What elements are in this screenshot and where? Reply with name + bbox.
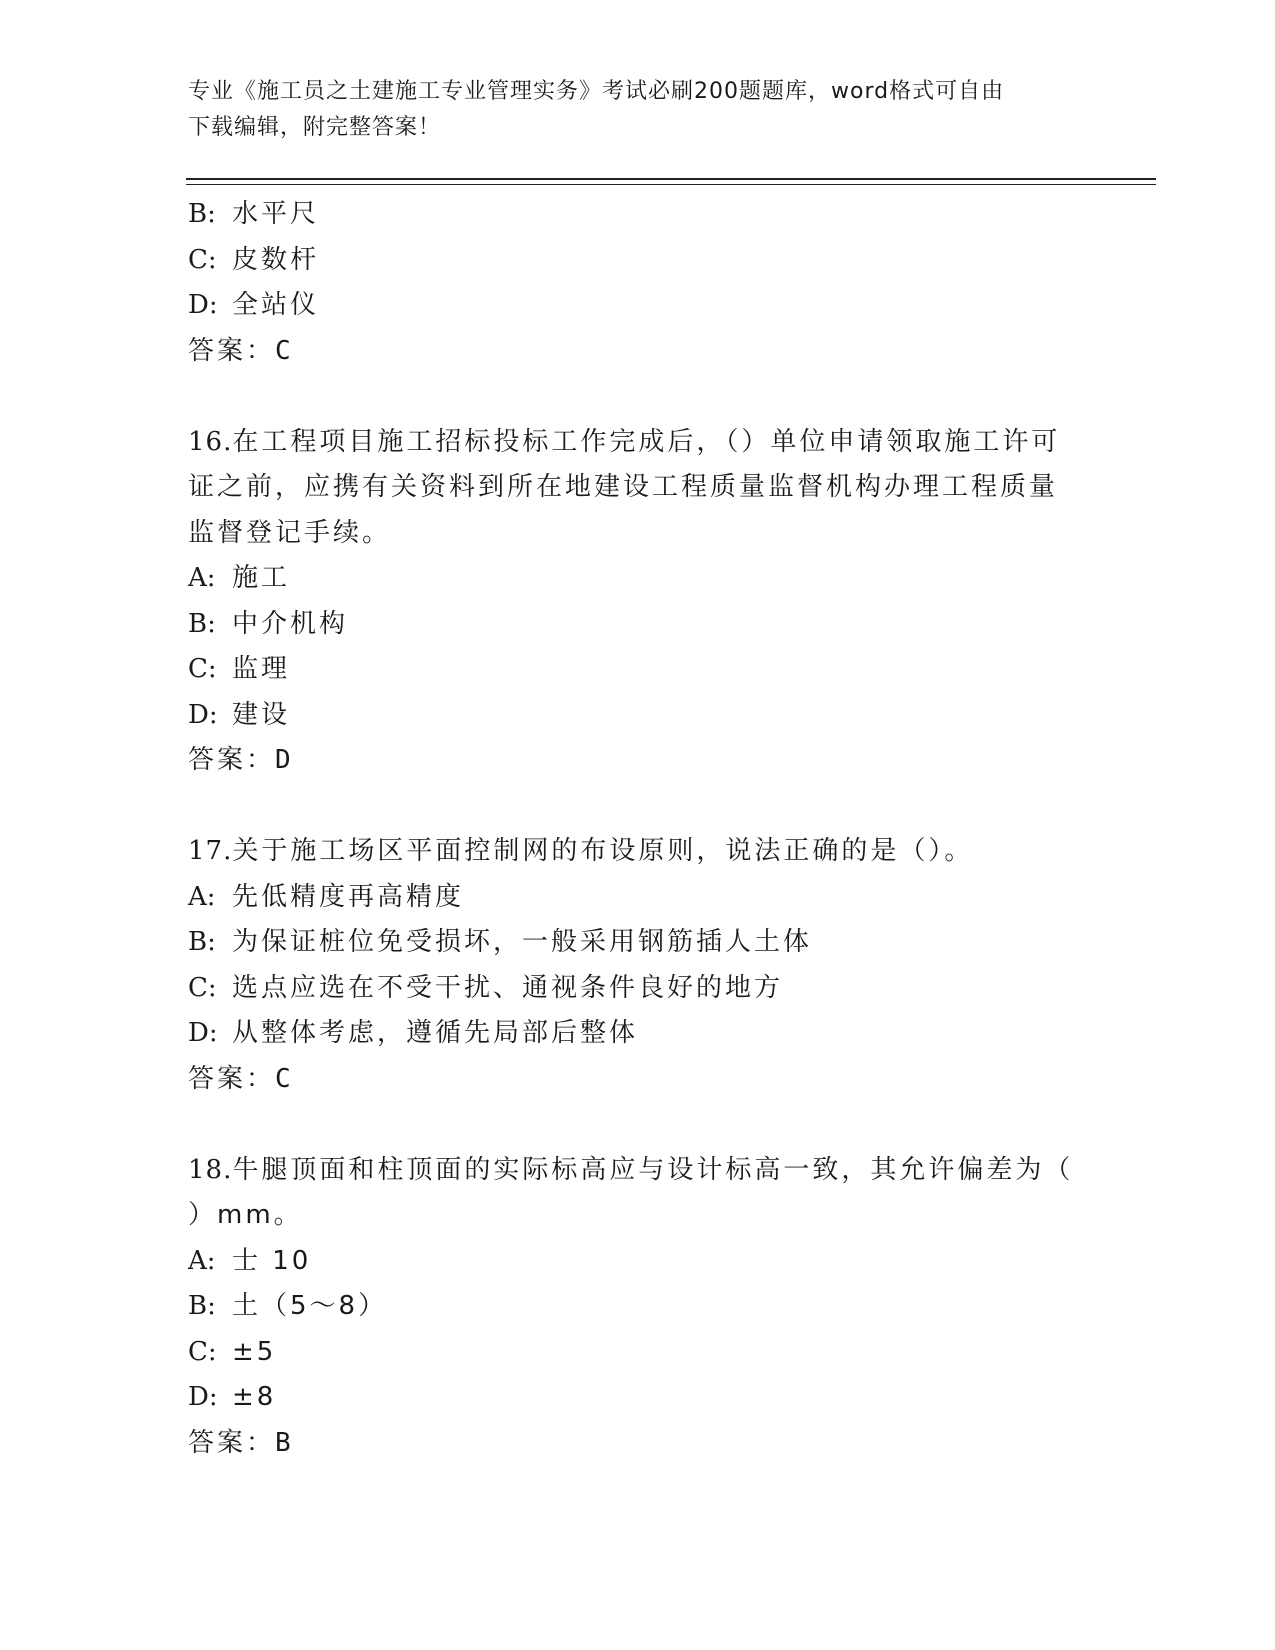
option-c: C: 皮数杆 xyxy=(188,244,320,275)
question-text-line: 16.在工程项目施工招标投标工作完成后，（）单位申请领取施工许可 xyxy=(188,426,1061,457)
option-b: B: 水平尺 xyxy=(188,199,320,229)
option-a: A: 先低精度再高精度 xyxy=(188,881,465,912)
question-text-line: 监督登记手续。 xyxy=(188,517,392,548)
question-number: 16. xyxy=(188,426,233,457)
answer-line: 答案：C xyxy=(188,335,291,366)
answer-line: 答案：D xyxy=(188,745,291,775)
question-17 xyxy=(188,829,1088,1102)
answer-value: D xyxy=(275,745,291,775)
answer-value: C xyxy=(275,1063,291,1094)
answer-line: 答案：B xyxy=(188,1427,291,1458)
question-number: 17. xyxy=(188,836,233,866)
header-divider-thin xyxy=(186,184,1156,185)
document-header xyxy=(188,74,1088,146)
option-b: B: 中介机构 xyxy=(188,608,349,639)
header-divider-thick xyxy=(186,178,1156,180)
question-text-line: ）mm。 xyxy=(188,1200,303,1230)
question-number: 18. xyxy=(188,1154,233,1185)
option-b: B: 为保证桩位免受损坏，一般采用钢筋插人土体 xyxy=(188,927,813,957)
option-c: C: 选点应选在不受干扰、通视条件良好的地方 xyxy=(188,972,784,1003)
option-a: A: 施工 xyxy=(188,563,291,593)
answer-value: B xyxy=(275,1427,291,1458)
option-b: B: 土（5～8） xyxy=(188,1291,388,1321)
header-line-2: 下载编辑，附完整答案！ xyxy=(188,115,442,140)
partial-question xyxy=(188,192,1088,374)
option-d: D: ±8 xyxy=(188,1382,277,1412)
question-text-line: 证之前，应携有关资料到所在地建设工程质量监督机构办理工程质量 xyxy=(188,472,1059,502)
answer-value: C xyxy=(275,335,291,366)
question-text-line: 18.牛腿顶面和柱顶面的实际标高应与设计标高一致，其允许偏差为（ xyxy=(188,1154,1074,1185)
header-line-1: 专业《施工员之土建施工专业管理实务》考试必刷200题题库，word格式可自由 xyxy=(188,79,1005,104)
option-a: A: 士 10 xyxy=(188,1245,312,1276)
option-d: D: 从整体考虑，遵循先局部后整体 xyxy=(188,1018,639,1048)
option-d: D: 建设 xyxy=(188,699,291,730)
option-c: C: 监理 xyxy=(188,654,291,684)
question-text-line: 17.关于施工场区平面控制网的布设原则，说法正确的是（）。 xyxy=(188,836,974,866)
answer-line: 答案：C xyxy=(188,1063,291,1094)
question-content xyxy=(188,192,1088,1512)
option-d: D: 全站仪 xyxy=(188,290,320,320)
option-c: C: ±5 xyxy=(188,1336,277,1367)
question-18 xyxy=(188,1148,1088,1467)
question-16 xyxy=(188,420,1088,784)
